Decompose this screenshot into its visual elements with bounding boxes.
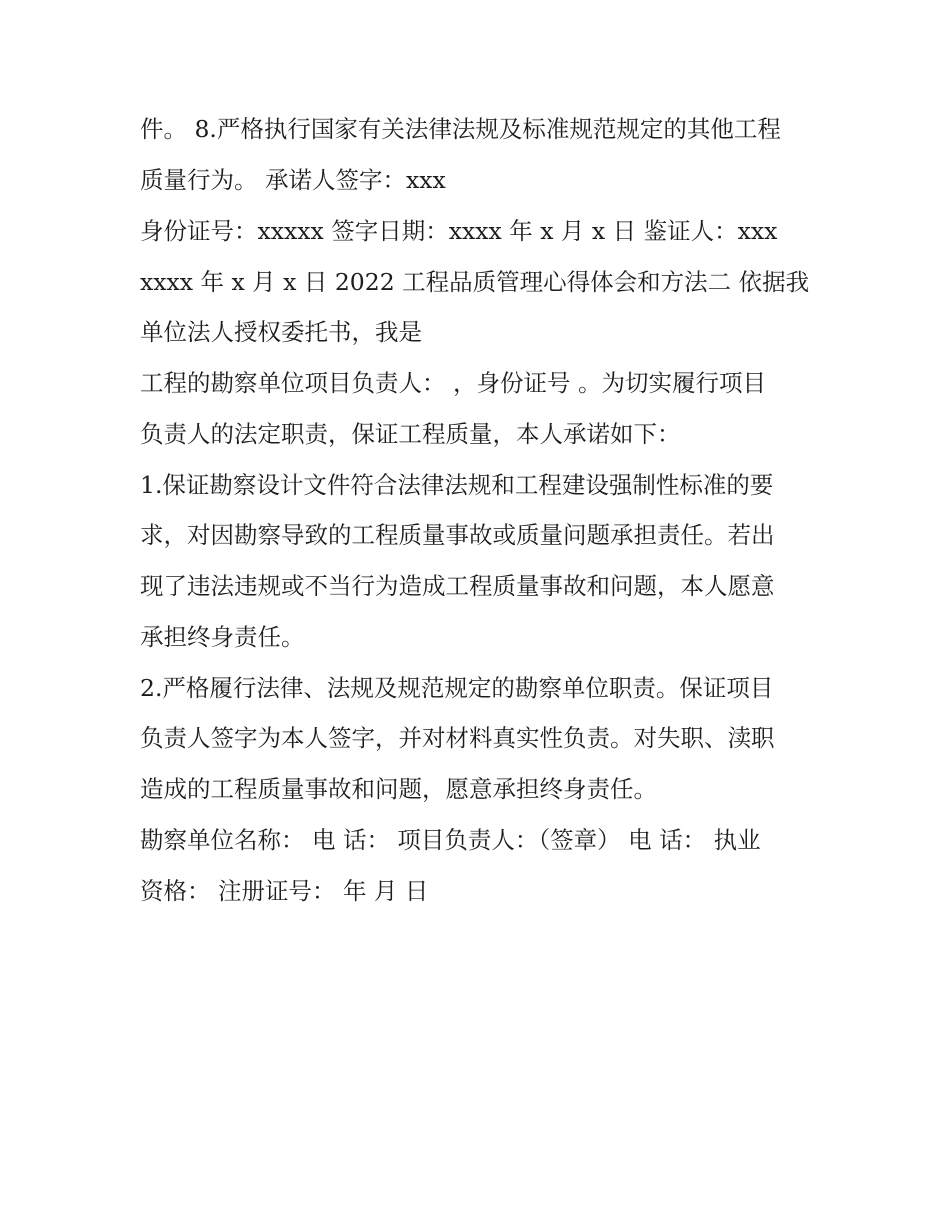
text-line: 单位法人授权委托书，我是 (140, 318, 422, 346)
text-line: 负责人签字为本人签字，并对材料真实性负责。对失职、渎职 (140, 724, 775, 752)
text-line: 资格： 注册证号： 年 月 日 (140, 877, 429, 905)
text-line: 现了违法违规或不当行为造成工程质量事故和问题，本人愿意 (140, 572, 775, 600)
text-line: 质量行为。 承诺人签字：xxx (140, 166, 446, 194)
text-line: 件。 8.严格执行国家有关法律法规及标准规范规定的其他工程 (140, 115, 781, 143)
text-line: 工程的勘察单位项目负责人： ，身份证号 。为切实履行项目 (140, 369, 766, 397)
text-line: 造成的工程质量事故和问题，愿意承担终身责任。 (140, 775, 657, 803)
text-line: 负责人的法定职责，保证工程质量，本人承诺如下： (140, 420, 681, 448)
text-line: 求，对因勘察导致的工程质量事故或质量问题承担责任。若出 (140, 521, 775, 549)
text-line: 勘察单位名称： 电 话： 项目负责人：（签章） 电 话： 执业 (140, 826, 761, 854)
text-line: 2.严格履行法律、法规及规范规定的勘察单位职责。保证项目 (140, 674, 774, 702)
text-line: xxxx 年 x 月 x 日 2022 工程品质管理心得体会和方法二 依据我 (140, 268, 810, 296)
text-line: 身份证号：xxxxx 签字日期：xxxx 年 x 月 x 日 鉴证人：xxx (140, 217, 778, 245)
text-line: 1.保证勘察设计文件符合法律法规和工程建设强制性标准的要 (140, 471, 774, 499)
text-line: 承担终身责任。 (140, 623, 305, 651)
